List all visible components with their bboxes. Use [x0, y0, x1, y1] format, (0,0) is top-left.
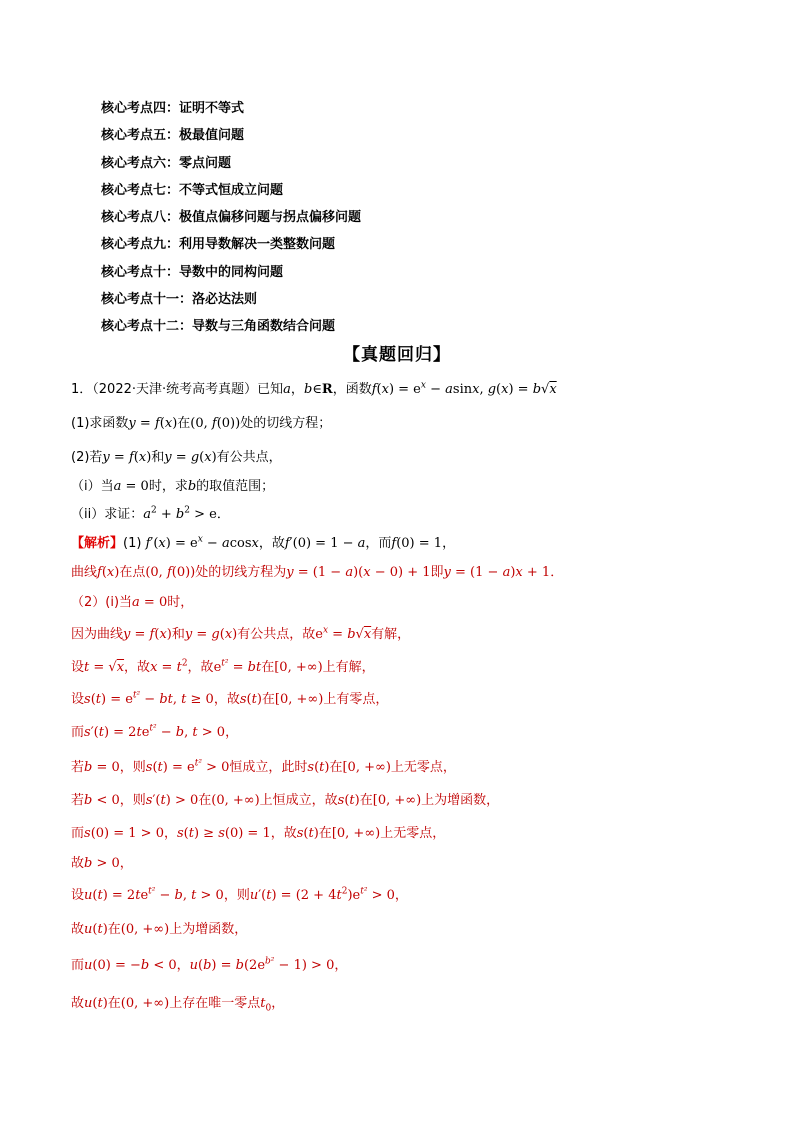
- text: 设: [71, 888, 85, 903]
- solution-line-10: 而s(0) = 1 > 0，s(t) ≥ s(0) = 1，故s(t)在[0, +∞)上无零点，: [71, 826, 446, 841]
- solution-line-14: 而u(0) = −b < 0，$u(b) = b(2e^{b^2} - 1) > 0$，: [71, 956, 348, 973]
- text: 故: [71, 996, 85, 1011]
- text: ，故: [270, 826, 297, 841]
- text: 故: [71, 856, 85, 871]
- text: 上有解，: [322, 660, 375, 675]
- toc-item: 核心考点九：利用导数解决一类整数问题: [101, 237, 336, 253]
- text: 和: [151, 450, 165, 465]
- solution-line-11: 故b > 0，: [71, 856, 133, 871]
- problem-line-4: （i）当a = 0时，求b的取值范围；: [71, 479, 275, 494]
- text: ，: [163, 826, 177, 841]
- problem-line-3: (2)若y = f(x)和y = g(x)有公共点，: [71, 450, 282, 465]
- text: 设: [71, 692, 85, 707]
- text: ，: [176, 958, 190, 973]
- text: 上恒成立，故: [259, 793, 338, 808]
- toc-item: 核心考点七：不等式恒成立问题: [101, 182, 284, 198]
- solution-line-2: 曲线f(x)在点(0, f(0))处的切线方程为y = (1 − a)(x − 0) + 1即y = (1 − a)x + 1．: [71, 565, 564, 580]
- text: 在: [359, 793, 373, 808]
- text: ．: [216, 507, 230, 522]
- text: 故: [71, 922, 85, 937]
- problem-number: 1．: [71, 382, 93, 397]
- toc-item: 核心考点六：零点问题: [101, 155, 232, 171]
- solution-line-9: 若b < 0，则s′(t) > 0在(0, +∞)上恒成立，故s(t)在[0, +∞)上为增函数，: [71, 793, 500, 808]
- text: ，故: [187, 660, 214, 675]
- text: 在: [107, 922, 121, 937]
- section-title: 【真题回归】: [343, 345, 451, 365]
- text: ，而: [365, 536, 392, 551]
- solution-line-4: 因为曲线y = f(x)和y = g(x)有公共点，故$e^x = b√x$有解，: [71, 625, 411, 642]
- text: ，故: [124, 660, 151, 675]
- text: ，则: [119, 793, 146, 808]
- text: 上为增函数，: [169, 922, 248, 937]
- text: 恒成立，此时: [229, 760, 308, 775]
- text: 时，: [167, 595, 194, 610]
- solution-line-6: 设$s(t) = e^{t^2}$ − bt, t ≥ 0，故s(t)在[0, +∞)上有零点，: [71, 690, 389, 707]
- text: 在: [198, 793, 212, 808]
- text: 在: [318, 826, 332, 841]
- text: 和: [171, 627, 185, 642]
- text: 若: [71, 793, 85, 808]
- text: 因为曲线: [71, 627, 124, 642]
- solution-line-15: 故u(t)在(0, +∞)上存在唯一零点$t_0$，: [71, 996, 285, 1014]
- text: （ii）求证：: [71, 507, 144, 522]
- text: 上有零点，: [323, 692, 389, 707]
- text: ，则: [119, 760, 146, 775]
- text: ，函数: [332, 382, 372, 397]
- text: (1): [123, 536, 142, 551]
- text: 在: [329, 760, 343, 775]
- solution-line-5: 设t = √x，故$x = t^2$，故$e^{t^2}$ = bt在[0, +∞)上有解，: [71, 658, 375, 675]
- solution-tag: 【解析】: [71, 536, 124, 551]
- text: 上存在唯一零点: [169, 996, 261, 1011]
- text: 有公共点，故: [237, 627, 316, 642]
- text: 而: [71, 958, 85, 973]
- text: 曲线: [71, 565, 98, 580]
- toc-item: 核心考点四：证明不等式: [101, 101, 245, 116]
- text: 在: [261, 660, 275, 675]
- text: 而: [71, 725, 85, 740]
- text: 在: [177, 416, 191, 431]
- text: ，故: [213, 692, 240, 707]
- text: 在点: [119, 565, 146, 580]
- text: 处的切线方程为: [195, 565, 287, 580]
- text: ，故: [258, 536, 285, 551]
- text: （2）(i)当: [71, 595, 133, 610]
- text: 的取值范围；: [196, 479, 275, 494]
- solution-line-7: 而$s'(t) = 2te^{t^2} - b$, t > 0，: [71, 723, 239, 740]
- toc-list: [101, 95, 361, 341]
- text: (1)求函数: [71, 416, 129, 431]
- text: (2)若: [71, 450, 103, 465]
- text: 有公共点，: [216, 450, 282, 465]
- text: ，: [271, 996, 285, 1011]
- text: 已知: [257, 382, 284, 397]
- text: 设: [71, 660, 85, 675]
- text: 处的切线方程；: [240, 416, 332, 431]
- toc-item: 核心考点八：极值点偏移问题与拐点偏移问题: [101, 210, 362, 226]
- text: ，: [119, 856, 133, 871]
- solution-line-1: 【解析】(1) $f'(x) = e^x - acosx$，故f′(0) = 1 − a，而f(0) = 1，: [71, 534, 456, 551]
- text: 有解，: [371, 627, 411, 642]
- text: 而: [71, 826, 85, 841]
- toc-item: 核心考点十一：洛必达法则: [101, 292, 258, 308]
- problem-line-2: (1)求函数y = f(x)在(0, f(0))处的切线方程；: [71, 416, 332, 431]
- text: 在: [261, 692, 275, 707]
- text: ，: [394, 888, 408, 903]
- text: 时，求: [148, 479, 188, 494]
- solution-line-12: 设$u(t) = 2te^{t^2} - b$, t > 0，则$u'(t) = (2 + 4t^2)e^{t^2} > 0$，: [71, 886, 408, 903]
- problem-line-5: （ii）求证：$a^2 + b^2 > e$．: [71, 505, 230, 522]
- solution-line-13: 故u(t)在(0, +∞)上为增函数，: [71, 922, 248, 937]
- text: ，: [225, 725, 239, 740]
- text: 即: [430, 565, 444, 580]
- problem-source: （2022·天津·统考高考真题）: [92, 382, 258, 397]
- text: 上无零点，: [390, 760, 456, 775]
- solution-line-8: 若b = 0，则$s(t) = e^{t^2} > 0$恒成立，此时s(t)在[0, +∞)上无零点，: [71, 758, 456, 775]
- text: 上无零点，: [380, 826, 446, 841]
- problem-line-1: 1．（2022·天津·统考高考真题）已知a，b∈R，函数$f(x) = e^x - asinx$, g(x) = b√x: [71, 380, 557, 397]
- text: 在: [107, 996, 121, 1011]
- text: ，: [334, 958, 348, 973]
- text: 若: [71, 760, 85, 775]
- toc-item: 核心考点十二：导数与三角函数结合问题: [101, 319, 336, 335]
- text: ．: [550, 565, 564, 580]
- text: 上为增函数，: [421, 793, 500, 808]
- toc-item: 核心考点十：导数中的同构问题: [101, 264, 284, 280]
- text: ，: [442, 536, 456, 551]
- toc-item: 核心考点五：极最值问题: [101, 128, 245, 144]
- text: （i）当: [71, 479, 114, 494]
- solution-line-3: （2）(i)当a = 0时，: [71, 595, 194, 610]
- text: ，则: [223, 888, 250, 903]
